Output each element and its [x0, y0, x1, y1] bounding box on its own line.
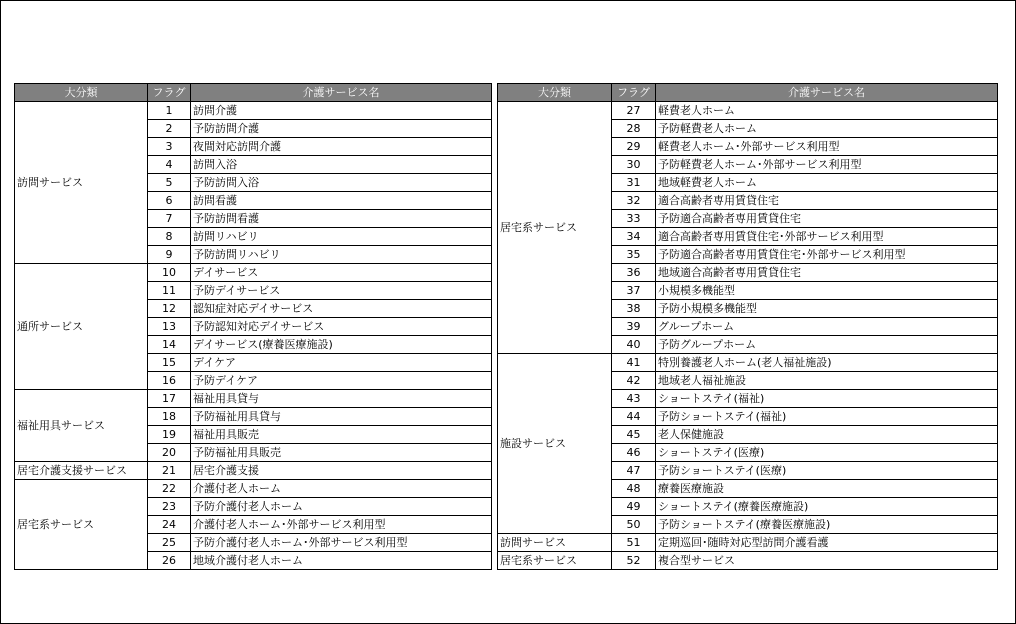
service-name-cell: 訪問リハビリ — [191, 228, 492, 246]
flag-cell: 48 — [612, 480, 656, 498]
flag-cell: 37 — [612, 282, 656, 300]
service-name-cell: 複合型サービス — [656, 552, 998, 570]
flag-cell: 11 — [148, 282, 191, 300]
flag-cell: 34 — [612, 228, 656, 246]
category-cell: 通所サービス — [15, 264, 148, 390]
flag-cell: 28 — [612, 120, 656, 138]
flag-cell: 30 — [612, 156, 656, 174]
flag-cell: 12 — [148, 300, 191, 318]
category-cell: 居宅系サービス — [498, 102, 612, 354]
service-name-cell: 予防訪問リハビリ — [191, 246, 492, 264]
service-name-cell: 予防軽費老人ホーム — [656, 120, 998, 138]
flag-cell: 26 — [148, 552, 191, 570]
service-name-cell: デイサービス — [191, 264, 492, 282]
category-cell: 訪問サービス — [15, 102, 148, 264]
flag-cell: 5 — [148, 174, 191, 192]
header-row — [498, 84, 998, 102]
flag-cell: 14 — [148, 336, 191, 354]
flag-cell: 18 — [148, 408, 191, 426]
service-name-cell: 訪問入浴 — [191, 156, 492, 174]
service-name-cell: 介護付老人ホーム — [191, 480, 492, 498]
header-service-name: 介護サービス名 — [191, 84, 492, 102]
flag-cell: 32 — [612, 192, 656, 210]
service-name-cell: 軽費老人ホーム — [656, 102, 998, 120]
service-name-cell: 予防適合高齢者専用賃貸住宅 — [656, 210, 998, 228]
flag-cell: 22 — [148, 480, 191, 498]
service-name-cell: 特別養護老人ホーム(老人福祉施設) — [656, 354, 998, 372]
service-name-cell: 予防介護付老人ホーム･外部サービス利用型 — [191, 534, 492, 552]
flag-cell: 17 — [148, 390, 191, 408]
table-row — [15, 102, 492, 120]
service-name-cell: 予防訪問介護 — [191, 120, 492, 138]
flag-cell: 23 — [148, 498, 191, 516]
flag-cell: 4 — [148, 156, 191, 174]
header-category: 大分類 — [15, 84, 148, 102]
flag-cell: 29 — [612, 138, 656, 156]
service-name-cell: 福祉用具貸与 — [191, 390, 492, 408]
service-name-cell: ショートステイ(福祉) — [656, 390, 998, 408]
flag-cell: 31 — [612, 174, 656, 192]
flag-cell: 35 — [612, 246, 656, 264]
flag-cell: 47 — [612, 462, 656, 480]
flag-cell: 45 — [612, 426, 656, 444]
header-service-name: 介護サービス名 — [656, 84, 998, 102]
table-row — [15, 390, 492, 408]
service-name-cell: ショートステイ(療養医療施設) — [656, 498, 998, 516]
service-name-cell: 訪問介護 — [191, 102, 492, 120]
service-name-cell: 予防ショートステイ(福祉) — [656, 408, 998, 426]
service-name-cell: 予防福祉用具販売 — [191, 444, 492, 462]
service-name-cell: 定期巡回･随時対応型訪問介護看護 — [656, 534, 998, 552]
service-name-cell: 軽費老人ホーム･外部サービス利用型 — [656, 138, 998, 156]
service-name-cell: 介護付老人ホーム･外部サービス利用型 — [191, 516, 492, 534]
flag-cell: 39 — [612, 318, 656, 336]
service-name-cell: 地域適合高齢者専用賃貸住宅 — [656, 264, 998, 282]
service-name-cell: 小規模多機能型 — [656, 282, 998, 300]
table-row — [498, 354, 998, 372]
service-name-cell: 認知症対応デイサービス — [191, 300, 492, 318]
service-name-cell: 予防ショートステイ(療養医療施設) — [656, 516, 998, 534]
table-row — [15, 480, 492, 498]
table-row — [15, 462, 492, 480]
service-name-cell: 予防デイサービス — [191, 282, 492, 300]
category-cell: 施設サービス — [498, 354, 612, 534]
service-name-cell: 予防適合高齢者専用賃貸住宅･外部サービス利用型 — [656, 246, 998, 264]
service-name-cell: 療養医療施設 — [656, 480, 998, 498]
service-name-cell: 訪問看護 — [191, 192, 492, 210]
flag-cell: 9 — [148, 246, 191, 264]
flag-cell: 36 — [612, 264, 656, 282]
table-row — [498, 534, 998, 552]
flag-cell: 19 — [148, 426, 191, 444]
flag-cell: 51 — [612, 534, 656, 552]
flag-cell: 24 — [148, 516, 191, 534]
service-name-cell: 予防介護付老人ホーム — [191, 498, 492, 516]
service-name-cell: 予防グループホーム — [656, 336, 998, 354]
flag-cell: 42 — [612, 372, 656, 390]
category-cell: 福祉用具サービス — [15, 390, 148, 462]
service-name-cell: 地域介護付老人ホーム — [191, 552, 492, 570]
flag-cell: 52 — [612, 552, 656, 570]
flag-cell: 2 — [148, 120, 191, 138]
service-name-cell: 予防デイケア — [191, 372, 492, 390]
service-name-cell: ショートステイ(医療) — [656, 444, 998, 462]
service-name-cell: 地域老人福祉施設 — [656, 372, 998, 390]
category-cell: 居宅系サービス — [15, 480, 148, 570]
service-name-cell: 予防小規模多機能型 — [656, 300, 998, 318]
service-name-cell: グループホーム — [656, 318, 998, 336]
flag-cell: 46 — [612, 444, 656, 462]
flag-cell: 41 — [612, 354, 656, 372]
flag-cell: 40 — [612, 336, 656, 354]
table-row — [15, 264, 492, 282]
service-name-cell: 予防訪問看護 — [191, 210, 492, 228]
table-row — [498, 552, 998, 570]
flag-cell: 8 — [148, 228, 191, 246]
service-name-cell: デイサービス(療養医療施設) — [191, 336, 492, 354]
flag-cell: 1 — [148, 102, 191, 120]
flag-cell: 38 — [612, 300, 656, 318]
service-name-cell: 老人保健施設 — [656, 426, 998, 444]
service-name-cell: 適合高齢者専用賃貸住宅･外部サービス利用型 — [656, 228, 998, 246]
service-name-cell: 福祉用具販売 — [191, 426, 492, 444]
flag-cell: 33 — [612, 210, 656, 228]
flag-cell: 27 — [612, 102, 656, 120]
service-name-cell: 適合高齢者専用賃貸住宅 — [656, 192, 998, 210]
table-row — [498, 102, 998, 120]
flag-cell: 13 — [148, 318, 191, 336]
flag-cell: 25 — [148, 534, 191, 552]
service-table-left — [14, 83, 492, 570]
category-cell: 居宅介護支援サービス — [15, 462, 148, 480]
flag-cell: 3 — [148, 138, 191, 156]
service-table-right — [497, 83, 998, 570]
flag-cell: 10 — [148, 264, 191, 282]
header-flag: フラグ — [612, 84, 656, 102]
flag-cell: 21 — [148, 462, 191, 480]
service-name-cell: 予防軽費老人ホーム･外部サービス利用型 — [656, 156, 998, 174]
flag-cell: 44 — [612, 408, 656, 426]
flag-cell: 49 — [612, 498, 656, 516]
flag-cell: 6 — [148, 192, 191, 210]
flag-cell: 43 — [612, 390, 656, 408]
service-name-cell: 居宅介護支援 — [191, 462, 492, 480]
category-cell: 居宅系サービス — [498, 552, 612, 570]
service-name-cell: デイケア — [191, 354, 492, 372]
service-name-cell: 予防訪問入浴 — [191, 174, 492, 192]
category-cell: 訪問サービス — [498, 534, 612, 552]
service-name-cell: 予防認知対応デイサービス — [191, 318, 492, 336]
flag-cell: 7 — [148, 210, 191, 228]
header-category: 大分類 — [498, 84, 612, 102]
header-flag: フラグ — [148, 84, 191, 102]
flag-cell: 16 — [148, 372, 191, 390]
service-name-cell: 予防ショートステイ(医療) — [656, 462, 998, 480]
service-name-cell: 地域軽費老人ホーム — [656, 174, 998, 192]
service-name-cell: 予防福祉用具貸与 — [191, 408, 492, 426]
flag-cell: 50 — [612, 516, 656, 534]
service-name-cell: 夜間対応訪問介護 — [191, 138, 492, 156]
flag-cell: 15 — [148, 354, 191, 372]
flag-cell: 20 — [148, 444, 191, 462]
header-row — [15, 84, 492, 102]
